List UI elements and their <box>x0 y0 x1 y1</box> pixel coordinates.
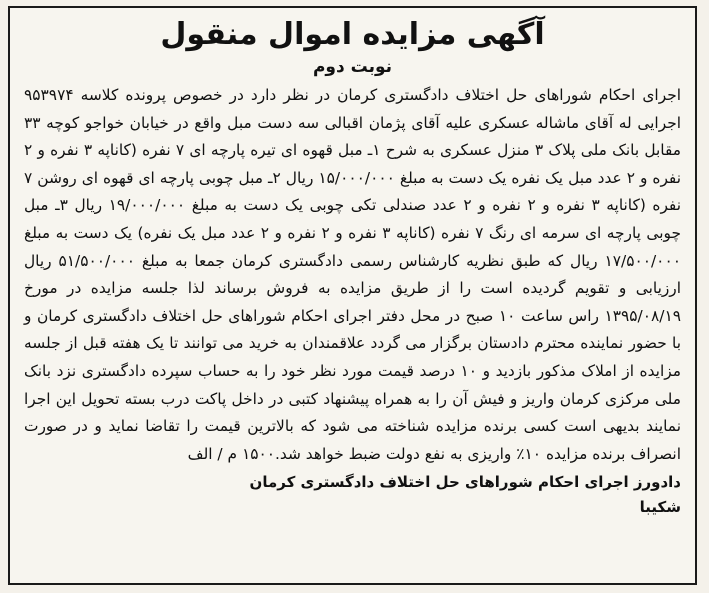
notice-title: آگهی مزایده اموال منقول <box>160 17 545 52</box>
signature-title: دادورز اجرای احکام شوراهای حل اختلاف دادگستری کرمان <box>249 473 681 492</box>
notice-content <box>10 8 695 518</box>
signature-name: شکیبا <box>639 498 681 517</box>
notice-frame <box>8 6 697 585</box>
notice-body: اجرای احکام شوراهای حل اختلاف دادگستری کرمان در نظر دارد در خصوص پرونده کلاسه ۹۵۳۹۷۴ اجرایی له آقای ماشاله عسکری علیه آقای پژمان اقبالی سه دست مبل واقع در خیابان خواجو کوچه ۳۳ مقابل بانک ملی پلاک ۳ منزل عسکری به شرح ۱ـ مبل قهوه ای تیره پارچه ای ۷ نفره (کاناپه ۳ نفره و ۲ نفره و ۲ عدد مبل یک نفره یک دست به مبلغ ۱۵/۰۰۰/۰۰۰ ریال ۲ـ مبل چوبی پارچه ای قهوه ای روشن ۷ نفره (کاناپه ۳ نفره و ۲ نفره و ۲ عدد صندلی تکی چوبی یک دست به مبلغ ۱۹/۰۰۰/۰۰۰ ریال ۳ـ مبل چوبی پارچه ای سرمه ای رنگ ۷ نفره (کاناپه ۳ نفره و ۲ نفره و ۲ عدد مبل یک نفره) یک دست به مبلغ ۱۷/۵۰۰/۰۰۰ ریال که طبق نظریه کارشناس رسمی دادگستری کرمان جمعا به مبلغ ۵۱/۵۰۰/۰۰۰ ریال ارزیابی و تقویم گردیده است را از طریق مزایده به فروش برساند لذا جلسه مزایده در مورخ ۱۳۹۵/۰۸/۱۹ راس ساعت ۱۰ صبح در محل دفتر اجرای احکام شوراهای حل اختلاف دادگستری کرمان و با حضور نماینده محترم دادستان برگزار می گردد علاقمندان به خرید می توانند تا یک هفته قبل از جلسه مزایده از املاک مذکور بازدید و ۱۰ درصد قیمت مورد نظر خود را به حساب سپرده دادگستری نزد بانک ملی مرکزی کرمان واریز و فیش آن را به همراه پیشنهاد کتبی در داخل پاکت درب بسته تحویل این اجرا نمایند بدیهی است کسی برنده مزایده شناخته می شود که بالاترین قیمت را تقاضا نماید و در صورت انصراف برنده مزایده ۱۰٪ واریزی به نفع دولت ضبط خواهد شد.۱۵۰۰ م / الف <box>24 86 682 463</box>
notice-subtitle: نوبت دوم <box>312 57 393 77</box>
